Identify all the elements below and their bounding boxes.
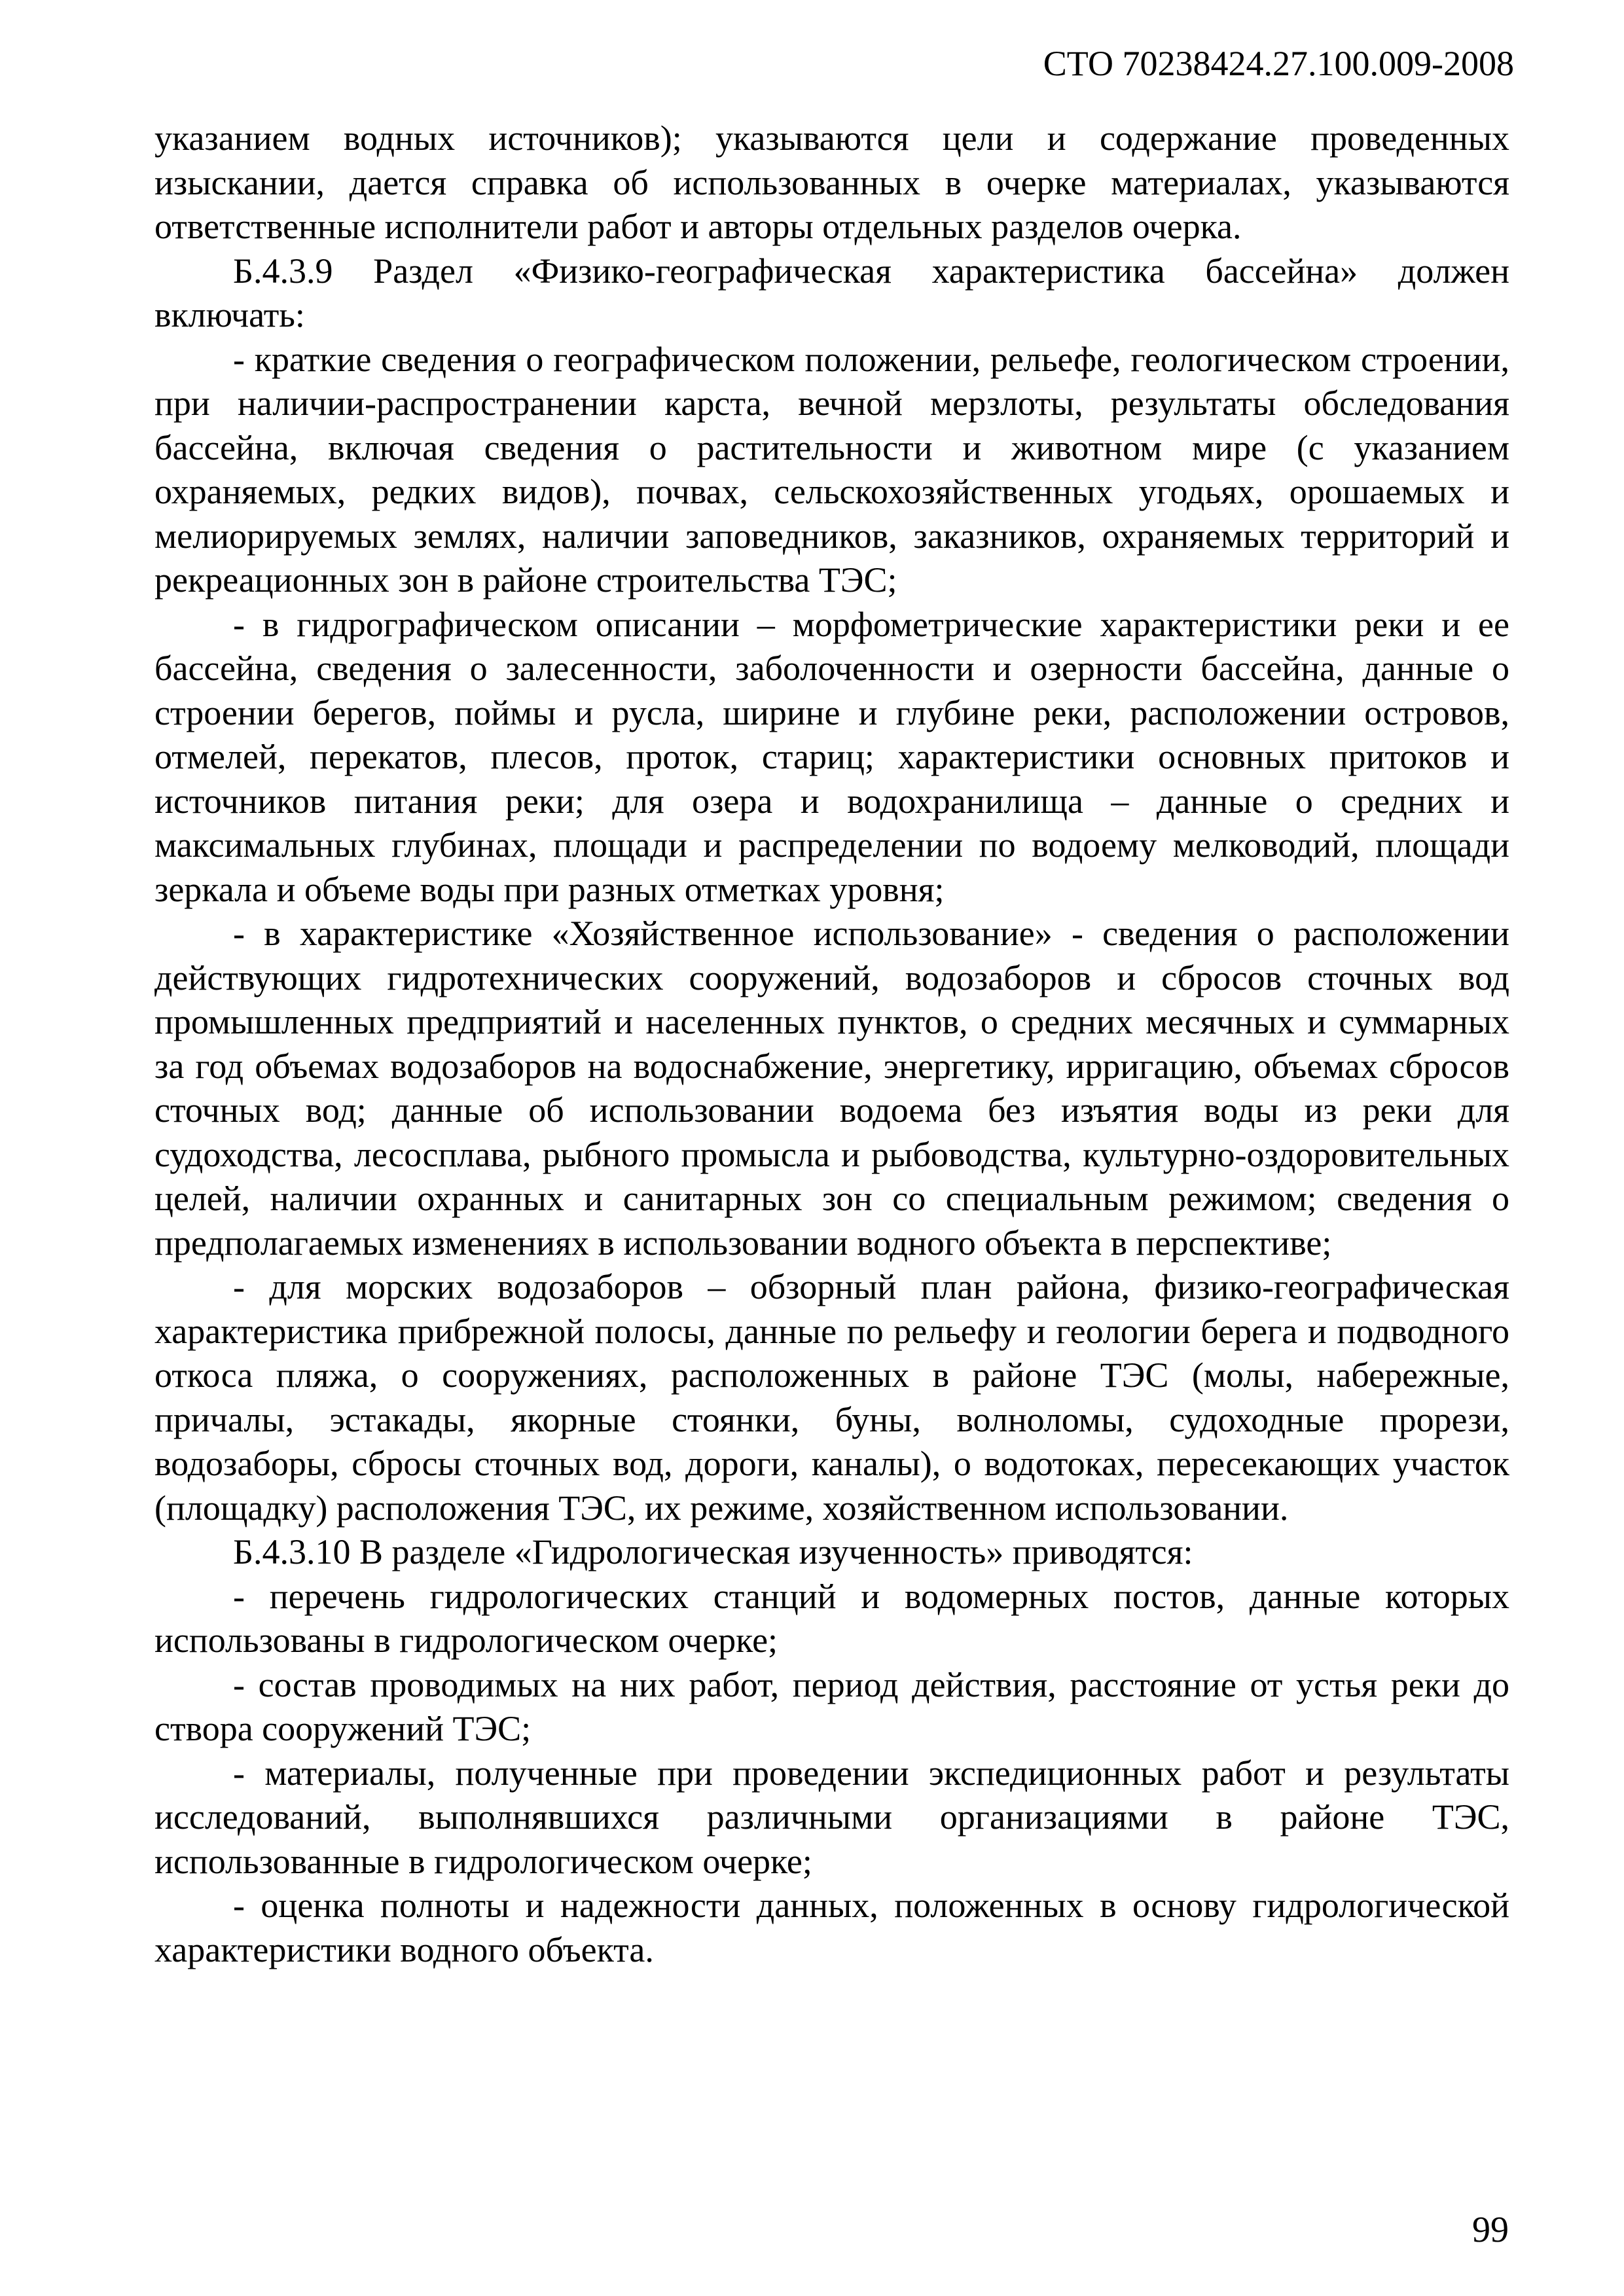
- list-item-basin-summary: - краткие сведения о географическом положении, рельефе, геологическом строении, при наличии-распространении карста, вечной мерзлоты, результаты обследования бассейна, включая сведения о растительности и животном мире (с указанием охраняемых, редких видов), почвах, сельскохозяйственных угодьях, орошаемых и мелиорируемых землях, наличии заповедников, заказников, охраняемых территорий и рекреационных зон в районе строительства ТЭС;: [154, 339, 1509, 600]
- document-code-header: СТО 70238424.27.100.009-2008: [1043, 44, 1514, 83]
- list-item-sea-intakes: - для морских водозаборов – обзорный план района, физико-географическая характеристика прибрежной полосы, данные по рельефу и геологии берега и подводного откоса пляжа, о сооружениях, расположенных в районе ТЭС (молы, набережные, причалы, эстакады, якорные стоянки, буны, волноломы, судоходные прорези, водозаборы, сбросы сточных вод, дороги, каналы), о водотоках, пересекающих участок (площадку) расположения ТЭС, их режиме, хозяйственном использовании.: [154, 1267, 1509, 1528]
- list-item-data-assessment: - оценка полноты и надежности данных, положенных в основу гидрологической характеристики водного объекта.: [154, 1886, 1509, 1969]
- paragraph-section-b4310: Б.4.3.10 В разделе «Гидрологическая изученность» приводятся:: [233, 1532, 1193, 1571]
- list-item-hydrographic-description: - в гидрографическом описании – морфометрические характеристики реки и ее бассейна, сведения о залесенности, заболоченности и озерности бассейна, данные о строении берегов, поймы и русла, ширине и глубине реки, расположении островов, отмелей, перекатов, плесов, проток, стариц; характеристики основных притоков и источников питания реки; для озера и водохранилища – данные о средних и максимальных глубинах, площади и распределении по водоему мелководий, площади зеркала и объеме воды при разных отметках уровня;: [154, 604, 1509, 909]
- list-item-expedition-materials: - материалы, полученные при проведении экспедиционных работ и результаты исследований, выполнявшихся различными организациями в районе ТЭС, использованные в гидрологическом очерке;: [154, 1753, 1509, 1881]
- paragraph-continuation: указанием водных источников); указываются цели и содержание проведенных изыскании, дается справка об использованных в очерке материалах, указываются ответственные исполнители работ и авторы отдельных разделов очерка.: [154, 118, 1509, 246]
- list-item-works-composition: - состав проводимых на них работ, период действия, расстояние от устья реки до створа сооружений ТЭС;: [154, 1664, 1509, 1748]
- page-number: 99: [1472, 2210, 1509, 2250]
- list-item-economic-use: - в характеристике «Хозяйственное использование» - сведения о расположении действующих гидротехнических сооружений, водозаборов и сбросов сточных вод промышленных предприятий и населенных пунктов, о средних месячных и суммарных за год объемах водозаборов на водоснабжение, энергетику, ирригацию, объемах сбросов сточных вод; данные об использовании водоема без изъятия воды из реки для судоходства, лесосплава, рыбного промысла и рыбоводства, культурно-оздоровительных целей, наличии охранных и санитарных зон со специальным режимом; сведения о предполагаемых изменениях в использовании водного объекта в перспективе;: [154, 914, 1509, 1263]
- page-body-text: [154, 117, 1509, 1972]
- list-item-stations-list: - перечень гидрологических станций и водомерных постов, данные которых использованы в гидрологическом очерке;: [154, 1576, 1509, 1660]
- paragraph-section-b439: Б.4.3.9 Раздел «Физико-географическая характеристика бассейна» должен включать:: [154, 251, 1509, 334]
